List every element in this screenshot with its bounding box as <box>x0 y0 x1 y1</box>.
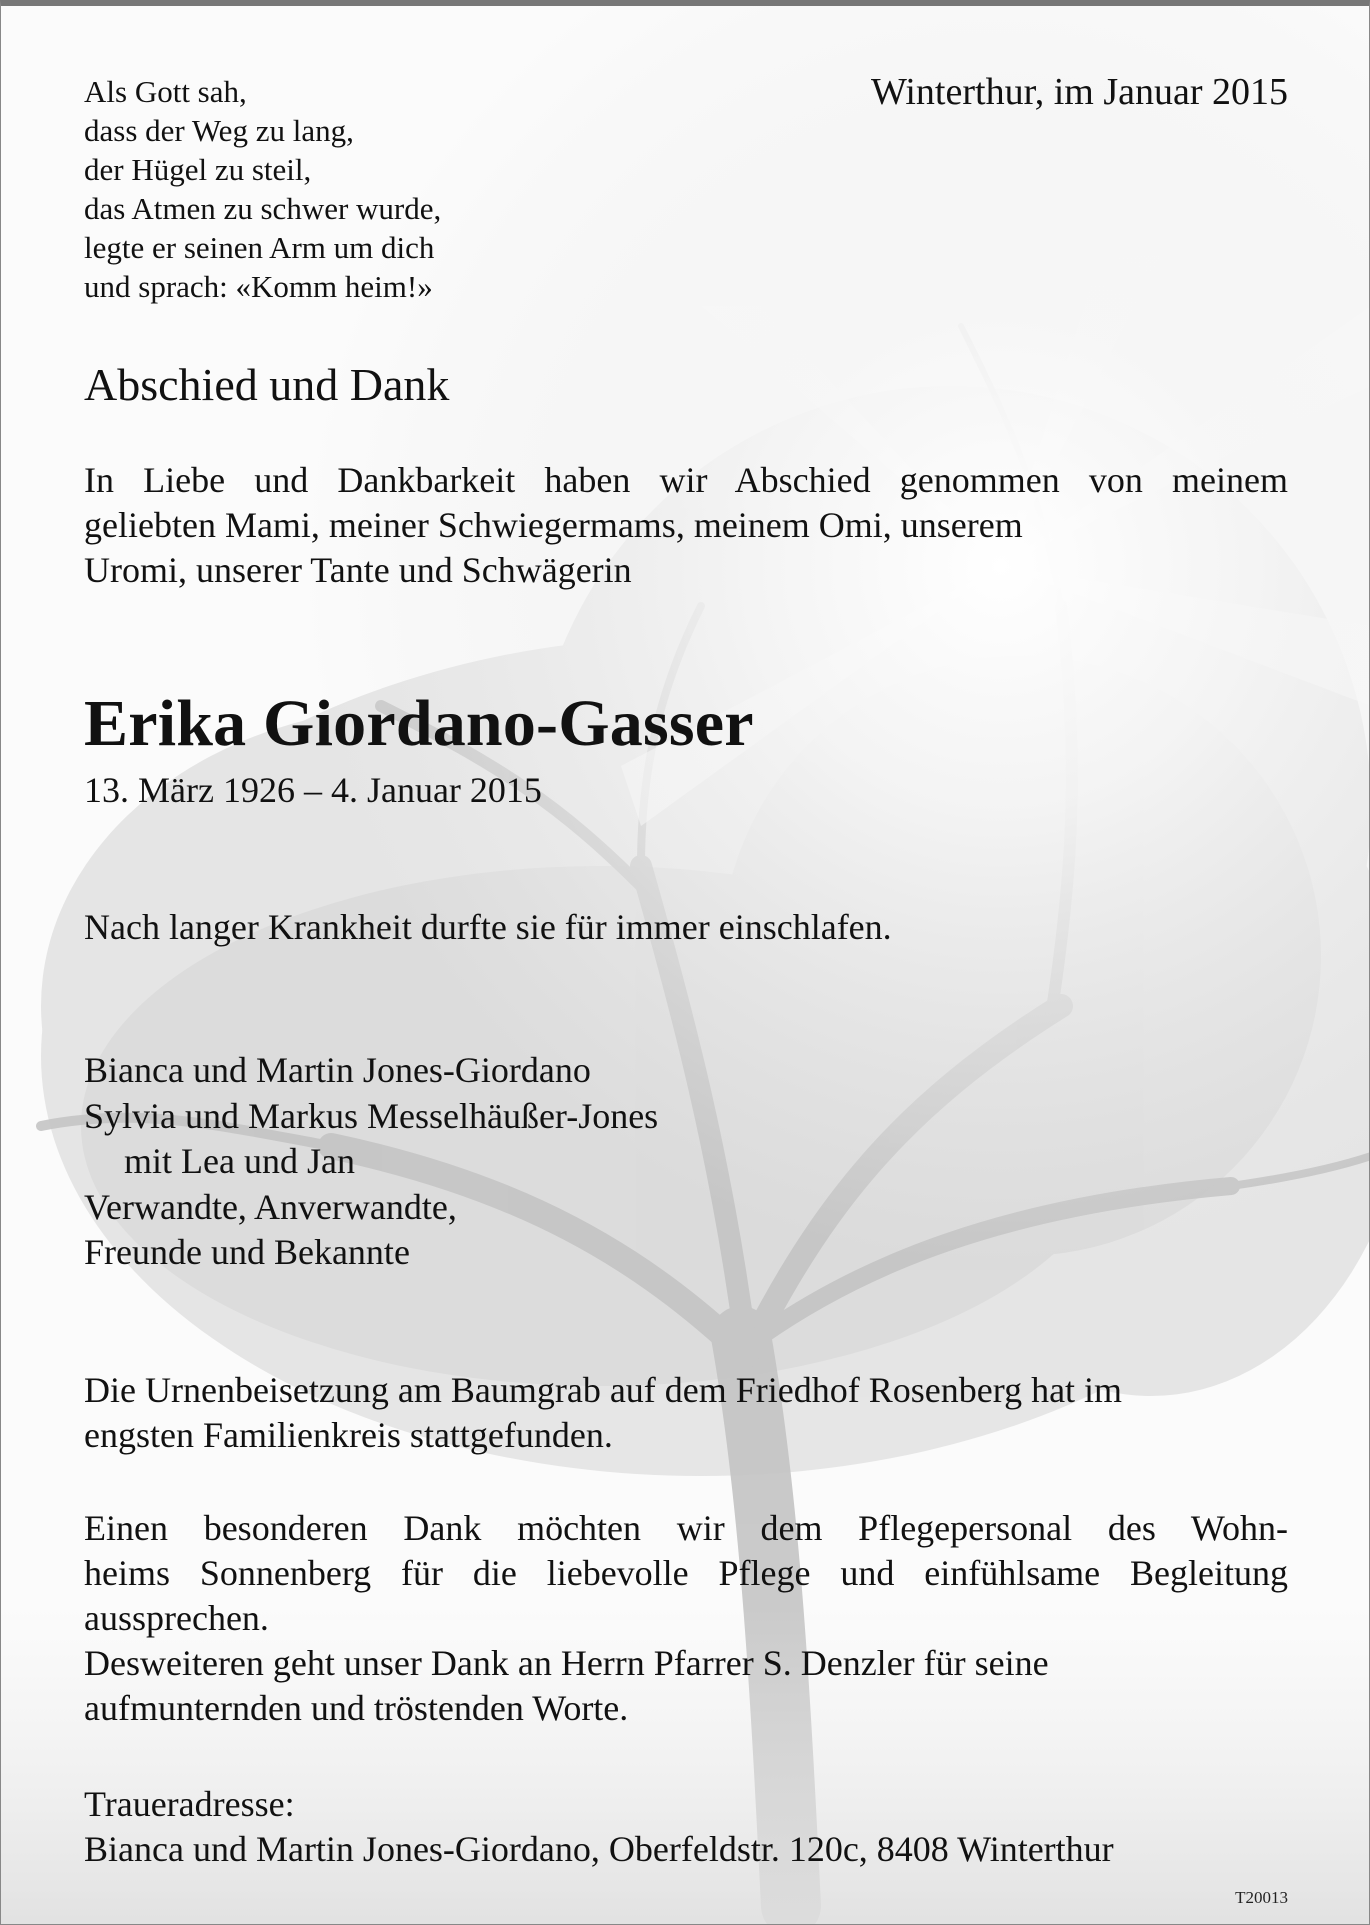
intro-line: geliebten Mami, meiner Schwiegermams, meinem Omi, unserem <box>84 505 1023 545</box>
mourner: Freunde und Bekannte <box>84 1232 410 1272</box>
address-label: Traueradresse: <box>84 1784 295 1824</box>
intro-text <box>84 458 1288 593</box>
intro-line: In Liebe und Dankbarkeit haben wir Abschied genommen von meinem <box>84 460 1288 500</box>
address-value: Bianca und Martin Jones-Giordano, Oberfeldstr. 120c, 8408 Winterthur <box>84 1829 1114 1869</box>
poem-line: legte er seinen Arm um dich <box>84 230 435 265</box>
thanks-line: Einen besonderen Dank möchten wir dem Pflegepersonal des Wohn- <box>84 1508 1288 1548</box>
mourner: Verwandte, Anverwandte, <box>84 1186 457 1227</box>
mourners-list <box>84 1048 658 1276</box>
deceased-name: Erika Giordano-Gasser <box>84 687 754 760</box>
thanks-text <box>84 1506 1288 1731</box>
mourning-address <box>84 1782 1114 1872</box>
sleep-line: Nach langer Krankheit durfte sie für immer einschlafen. <box>84 907 892 947</box>
poem-line: und sprach: «Komm heim!» <box>84 269 433 304</box>
place-date: Winterthur, im Januar 2015 <box>871 71 1288 113</box>
poem <box>84 72 441 306</box>
thanks-line: heims Sonnenberg für die liebevolle Pflege und einfühlsame Begleitung <box>84 1553 1288 1593</box>
life-dates: 13. März 1926 – 4. Januar 2015 <box>84 770 542 810</box>
poem-line: das Atmen zu schwer wurde, <box>84 191 442 226</box>
burial-line: engsten Familienkreis stattgefunden. <box>84 1415 613 1455</box>
thanks-line: Desweiteren geht unser Dank an Herrn Pfarrer S. Denzler für seine <box>84 1643 1049 1683</box>
thanks-line: aufmunternden und tröstenden Worte. <box>84 1688 629 1728</box>
mourner: Sylvia und Markus Messelhäußer-Jones <box>84 1095 659 1136</box>
heading: Abschied und Dank <box>84 359 450 410</box>
thanks-line: aussprechen. <box>84 1598 269 1638</box>
ad-code: T20013 <box>1235 1888 1288 1907</box>
mourner: Bianca und Martin Jones-Giordano <box>84 1050 591 1090</box>
poem-line: Als Gott sah, <box>84 74 247 109</box>
burial-text <box>84 1368 1122 1458</box>
poem-line: dass der Weg zu lang, <box>84 113 354 148</box>
mourner: mit Lea und Jan <box>124 1141 355 1181</box>
intro-line: Uromi, unserer Tante und Schwägerin <box>84 550 632 590</box>
poem-line: der Hügel zu steil, <box>84 152 312 187</box>
burial-line: Die Urnenbeisetzung am Baumgrab auf dem Friedhof Rosenberg hat im <box>84 1370 1123 1410</box>
